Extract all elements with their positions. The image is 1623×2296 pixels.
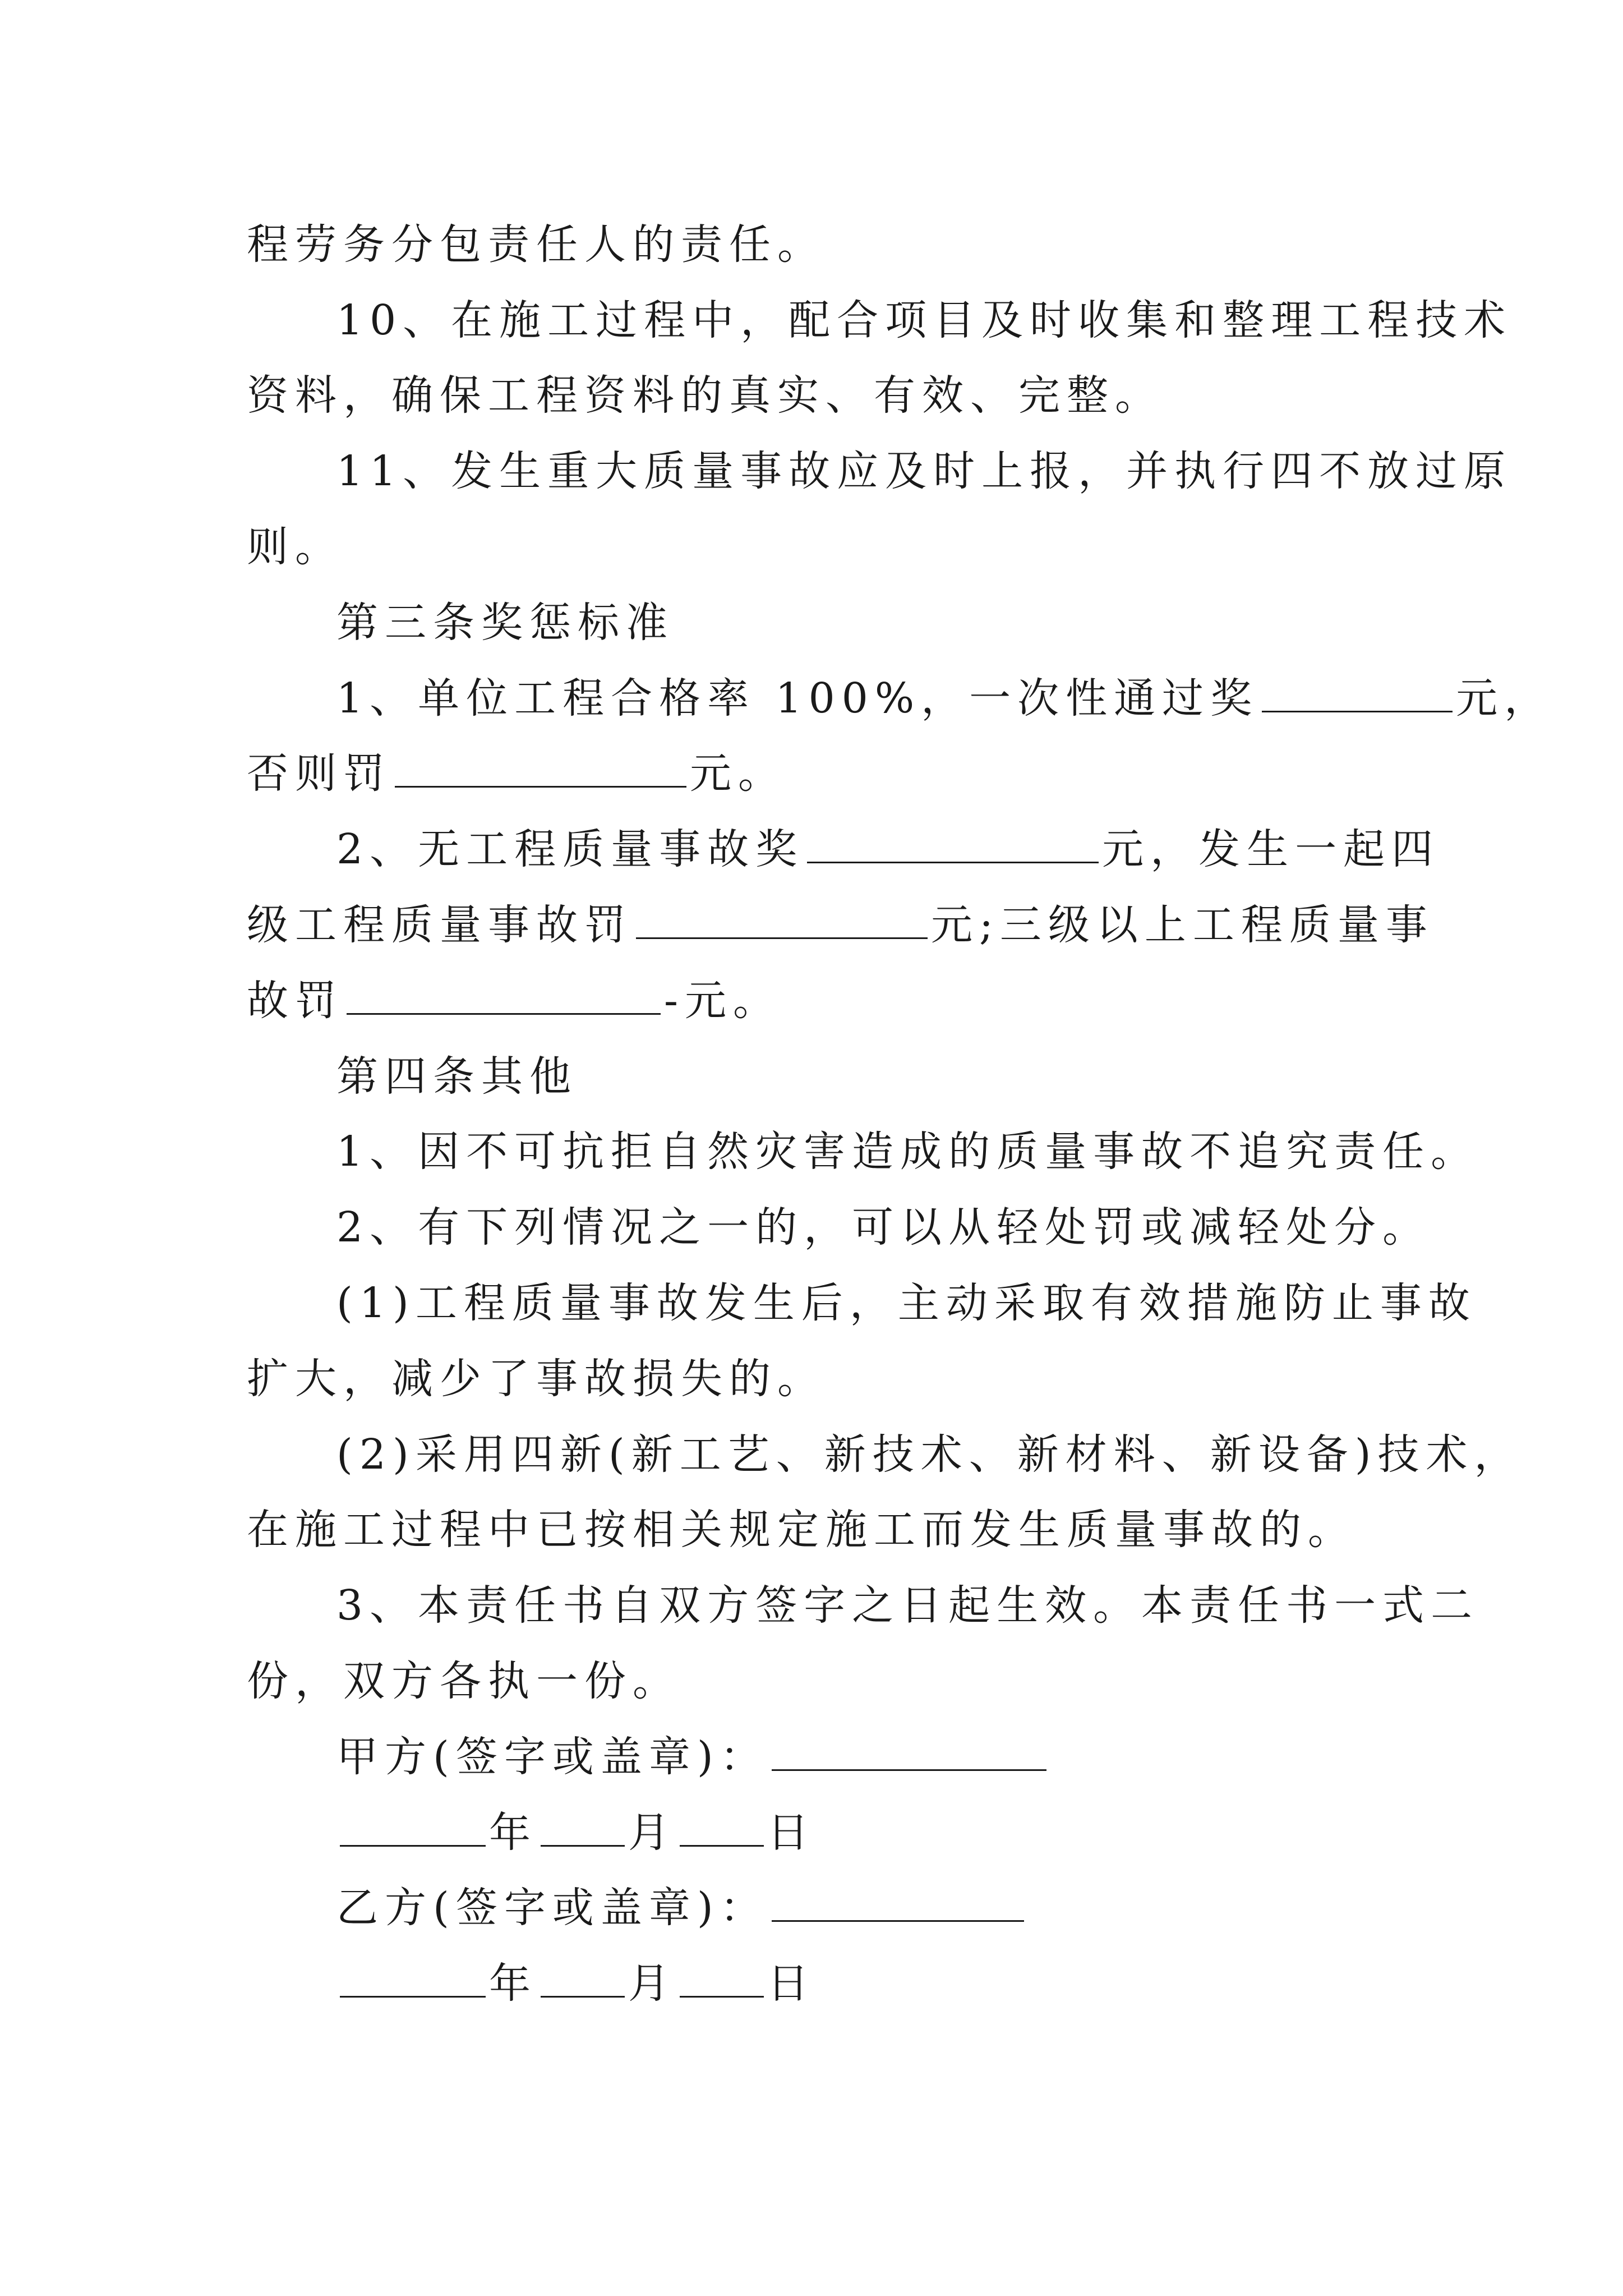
text: 第三条奖惩标准 bbox=[336, 599, 674, 647]
paragraph-line bbox=[336, 670, 1552, 726]
text: 资料，确保工程资料的真实、有效、完整。 bbox=[247, 371, 1163, 420]
party-b-signature-line bbox=[336, 1880, 1027, 1936]
month-label: 月 bbox=[628, 1809, 676, 1857]
article-heading bbox=[336, 1048, 578, 1105]
text: 1、单位工程合格率 100%，一次性通过奖 bbox=[336, 674, 1259, 723]
paragraph-line bbox=[336, 443, 1512, 499]
paragraph-line bbox=[336, 1199, 1431, 1255]
year-field[interactable] bbox=[340, 1808, 486, 1847]
text: 级工程质量事故罚 bbox=[247, 901, 633, 949]
text: (1)工程质量事故发生后，主动采取有效措施防止事故 bbox=[336, 1279, 1477, 1327]
day-label: 日 bbox=[767, 1809, 815, 1857]
year-field[interactable] bbox=[340, 1959, 486, 1998]
month-label: 月 bbox=[628, 1959, 676, 2008]
month-field[interactable] bbox=[541, 1959, 625, 1998]
paragraph-line bbox=[247, 217, 826, 273]
text: 元;三级以上工程质量事 bbox=[931, 901, 1434, 949]
day-field[interactable] bbox=[680, 1959, 764, 1998]
text: 10、在施工过程中，配合项目及时收集和整理工程技术 bbox=[336, 296, 1513, 344]
paragraph-line bbox=[336, 1577, 1479, 1634]
year-label: 年 bbox=[489, 1809, 537, 1857]
text: 元。 bbox=[690, 749, 786, 798]
party-a-label: 甲方(签字或盖章)： bbox=[336, 1733, 768, 1781]
paragraph-line bbox=[247, 367, 1163, 424]
party-a-date-line bbox=[336, 1805, 815, 1861]
text: 11、发生重大质量事故应及时上报，并执行四不放过原 bbox=[336, 447, 1513, 495]
paragraph-line bbox=[247, 1653, 681, 1709]
fill-in-blank[interactable] bbox=[636, 900, 928, 939]
text: 扩大，减少了事故损失的。 bbox=[247, 1355, 826, 1403]
paragraph-line bbox=[247, 1351, 826, 1407]
text: 2、有下列情况之一的，可以从轻处罚或减轻处分。 bbox=[336, 1203, 1431, 1251]
text: 1、因不可抗拒自然灾害造成的质量事故不追究责任。 bbox=[336, 1128, 1479, 1176]
text: 第四条其他 bbox=[336, 1052, 578, 1101]
text: 则。 bbox=[247, 523, 343, 571]
text: -元。 bbox=[664, 977, 782, 1025]
paragraph-line bbox=[336, 1427, 1523, 1483]
text: 份，双方各执一份。 bbox=[247, 1657, 681, 1705]
text: (2)采用四新(新工艺、新技术、新材料、新设备)技术， bbox=[336, 1430, 1523, 1479]
fill-in-blank[interactable] bbox=[395, 749, 686, 788]
fill-in-blank[interactable] bbox=[1262, 674, 1453, 712]
article-heading bbox=[336, 595, 674, 651]
paragraph-line bbox=[247, 519, 343, 575]
text: 在施工过程中已按相关规定施工而发生质量事故的。 bbox=[247, 1506, 1356, 1554]
paragraph-line bbox=[247, 1502, 1356, 1558]
text: 2、无工程质量事故奖 bbox=[336, 825, 804, 873]
paragraph-line bbox=[336, 1275, 1477, 1331]
paragraph-line bbox=[336, 821, 1440, 877]
party-b-date-line bbox=[336, 1955, 815, 2012]
day-field[interactable] bbox=[680, 1808, 764, 1847]
paragraph-line bbox=[247, 973, 781, 1029]
month-field[interactable] bbox=[541, 1808, 625, 1847]
paragraph-line bbox=[247, 746, 786, 802]
day-label: 日 bbox=[767, 1959, 815, 2008]
text: 否则罚 bbox=[247, 749, 391, 798]
party-a-signature-field[interactable] bbox=[772, 1732, 1046, 1771]
text: 3、本责任书自双方签字之日起生效。本责任书一式二 bbox=[336, 1581, 1479, 1630]
party-b-label: 乙方(签字或盖章)： bbox=[336, 1884, 768, 1932]
text: 元， bbox=[1456, 674, 1553, 723]
party-a-signature-line bbox=[336, 1729, 1050, 1785]
paragraph-line bbox=[247, 897, 1434, 953]
fill-in-blank[interactable] bbox=[807, 825, 1099, 863]
text: 故罚 bbox=[247, 977, 343, 1025]
text: 程劳务分包责任人的责任。 bbox=[247, 220, 826, 269]
paragraph-line bbox=[336, 1124, 1479, 1180]
party-b-signature-field[interactable] bbox=[772, 1883, 1024, 1922]
paragraph-line bbox=[336, 292, 1512, 348]
fill-in-blank[interactable] bbox=[347, 976, 661, 1015]
year-label: 年 bbox=[489, 1959, 537, 2008]
text: 元，发生一起四 bbox=[1102, 825, 1440, 873]
